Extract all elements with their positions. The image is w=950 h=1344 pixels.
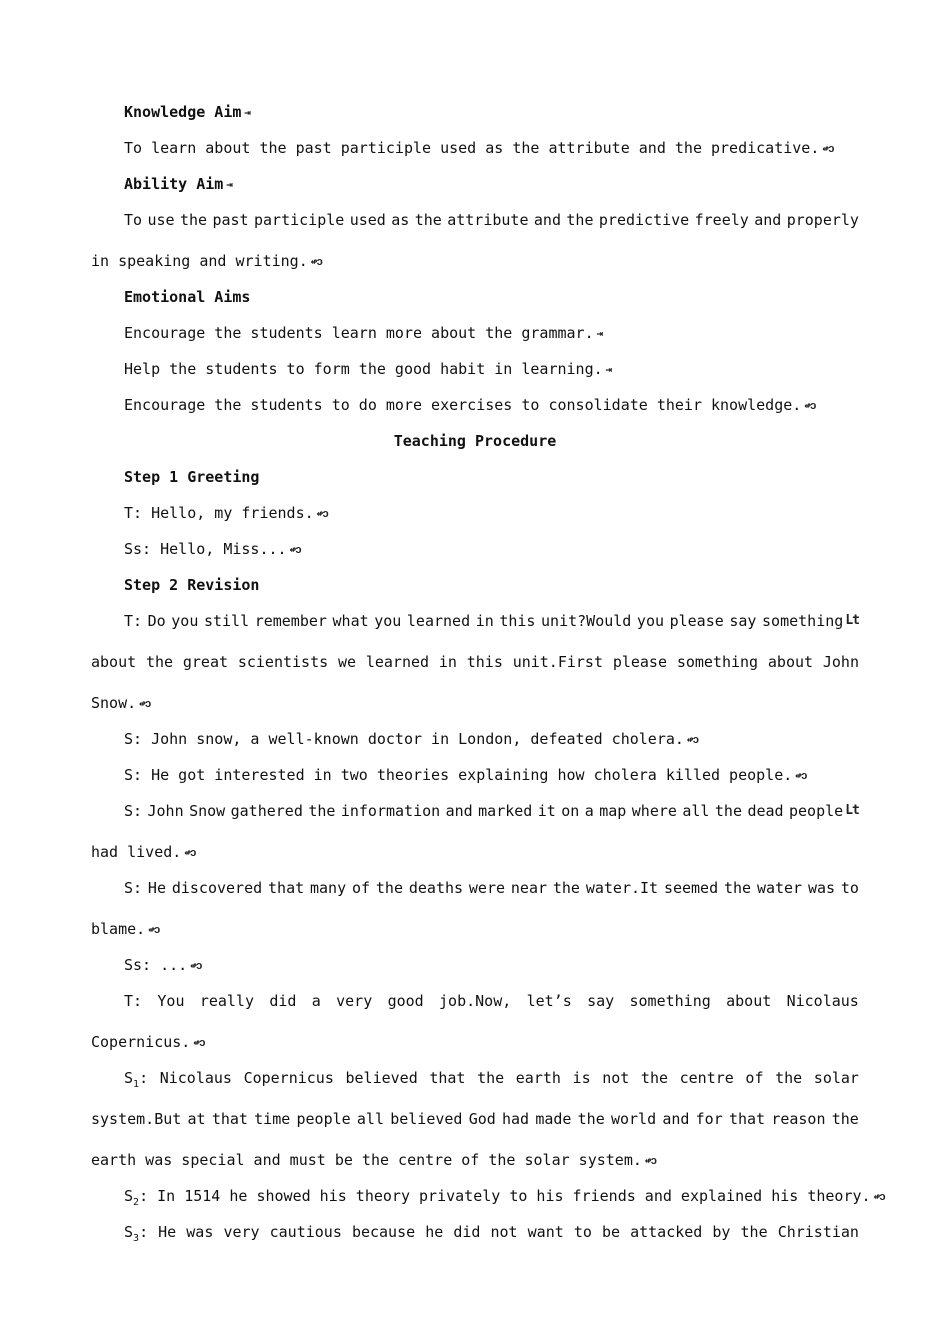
ability-aim-text-line2: in speaking and writing. ↫ↄ bbox=[91, 252, 322, 270]
paragraph-mark-icon: ⇥ bbox=[226, 177, 232, 191]
word: had bbox=[502, 1110, 530, 1128]
word: the bbox=[375, 879, 403, 897]
paragraph-mark-icon: ↫ↄ bbox=[148, 922, 160, 936]
word: participle bbox=[254, 211, 345, 229]
paragraph-mark-icon: ↫ↄ bbox=[190, 958, 202, 972]
word: earth bbox=[515, 1069, 561, 1087]
word: we bbox=[337, 653, 357, 671]
copernicus-s3-line1 bbox=[124, 1222, 859, 1249]
word: to bbox=[573, 1223, 592, 1241]
word: unit?Would bbox=[541, 612, 632, 630]
word: the bbox=[145, 653, 174, 671]
word: all bbox=[356, 1110, 384, 1128]
word: remember bbox=[254, 612, 327, 630]
word: past bbox=[212, 211, 249, 229]
word: discovered bbox=[171, 879, 263, 897]
word: in bbox=[438, 653, 457, 671]
word: S: bbox=[124, 879, 143, 897]
step1-students-line: Ss: Hello, Miss... ↫ↄ bbox=[124, 540, 301, 558]
word: learned bbox=[365, 653, 430, 671]
word: reason bbox=[771, 1110, 826, 1128]
word: time bbox=[254, 1110, 291, 1128]
word: that bbox=[211, 1110, 248, 1128]
word: because bbox=[351, 1223, 416, 1241]
word: John bbox=[147, 802, 184, 820]
word: a bbox=[311, 992, 321, 1010]
word: centre bbox=[679, 1069, 734, 1087]
word: the bbox=[640, 1069, 669, 1087]
word: the bbox=[775, 1069, 803, 1087]
word: marked bbox=[478, 802, 533, 820]
paragraph-mark-icon: ↫ↄ bbox=[873, 1189, 885, 1203]
word: were bbox=[468, 879, 506, 897]
word: water bbox=[756, 879, 803, 897]
step2-heading: Step 2 Revision bbox=[124, 576, 260, 594]
student-answer-1: S: John snow, a well-known doctor in London, defeated cholera. ↫ↄ bbox=[124, 730, 699, 748]
paragraph-mark-icon: ⇥ bbox=[244, 105, 251, 119]
word: of bbox=[745, 1069, 764, 1087]
word: was bbox=[186, 1223, 214, 1241]
word: believed bbox=[390, 1110, 463, 1128]
teacher-copernicus-line2: Copernicus. ↫ↄ bbox=[91, 1033, 205, 1051]
word: very bbox=[336, 992, 373, 1010]
word: about bbox=[726, 992, 772, 1010]
word: good bbox=[387, 992, 424, 1010]
paragraph-mark-icon: ↫ↄ bbox=[795, 768, 807, 782]
word: attacked bbox=[630, 1223, 703, 1241]
word: please bbox=[612, 653, 667, 671]
word: scientists bbox=[237, 653, 329, 671]
word: a bbox=[584, 802, 594, 820]
step1-teacher-line: T: Hello, my friends. ↫ↄ bbox=[124, 504, 328, 522]
word: did bbox=[269, 992, 297, 1010]
word: $S_3$: bbox=[124, 1223, 149, 1244]
revision-teacher-line3: Snow. ↫ↄ bbox=[91, 694, 151, 712]
student-answer-4-line2: blame. ↫ↄ bbox=[91, 920, 160, 938]
word: the bbox=[577, 1110, 605, 1128]
paragraph-mark-icon: ↫ↄ bbox=[184, 845, 196, 859]
word: S: bbox=[124, 802, 143, 820]
word: as bbox=[391, 211, 410, 229]
copernicus-s1-line2 bbox=[91, 1109, 859, 1129]
word: You bbox=[157, 992, 185, 1010]
word: to bbox=[840, 879, 859, 897]
student-answer-2: S: He got interested in two theories explaining how cholera killed people. ↫ↄ bbox=[124, 766, 807, 784]
revision-teacher-line1 bbox=[124, 611, 859, 631]
word: something bbox=[629, 992, 711, 1010]
word: please bbox=[669, 612, 724, 630]
word: the bbox=[414, 211, 442, 229]
word: use bbox=[147, 211, 175, 229]
emotional-aim-2: Help the students to form the good habit in learning. ⇥ bbox=[124, 360, 612, 378]
emotional-aims-heading: Emotional Aims bbox=[124, 288, 251, 306]
word: He bbox=[158, 1223, 177, 1241]
paragraph-mark-icon: ↫ↄ bbox=[193, 1035, 205, 1049]
word: something Lt bbox=[762, 612, 859, 630]
paragraph-mark-icon: ⇥ bbox=[596, 326, 603, 340]
word: He bbox=[147, 879, 166, 897]
word: attribute bbox=[447, 211, 529, 229]
word: predictive bbox=[598, 211, 690, 229]
ability-aim-heading: Ability Aim ⇥ bbox=[124, 175, 232, 193]
paragraph-mark-icon: ↫ↄ bbox=[686, 732, 699, 746]
knowledge-aim-text: To learn about the past participle used as the attribute and the predicative. ↫ↄ bbox=[124, 139, 834, 157]
word: he bbox=[425, 1223, 444, 1241]
word: John bbox=[822, 653, 859, 671]
line-break-mark-icon: Lt bbox=[845, 613, 859, 628]
emotional-aim-1: Encourage the students learn more about the grammar. ⇥ bbox=[124, 324, 603, 342]
word: map bbox=[599, 802, 627, 820]
paragraph-mark-icon: ↫ↄ bbox=[316, 506, 328, 520]
word: Christian bbox=[777, 1223, 859, 1241]
word: and bbox=[662, 1110, 690, 1128]
word: properly bbox=[786, 211, 859, 229]
word: $S_1$: bbox=[124, 1069, 149, 1090]
word: T: bbox=[124, 612, 143, 630]
word: that bbox=[728, 1110, 766, 1128]
word: and bbox=[754, 211, 782, 229]
word: the bbox=[714, 802, 742, 820]
word: be bbox=[601, 1223, 621, 1241]
word: did bbox=[453, 1223, 481, 1241]
word: not bbox=[602, 1069, 630, 1087]
word: what bbox=[332, 612, 369, 630]
word: really bbox=[199, 992, 254, 1010]
paragraph-mark-icon: ↫ↄ bbox=[644, 1153, 657, 1167]
word: believed bbox=[345, 1069, 418, 1087]
word: people Lt bbox=[789, 802, 859, 820]
word: the bbox=[308, 802, 336, 820]
copernicus-s1-line3: earth was special and must be the centre of the solar system. ↫ↄ bbox=[91, 1151, 657, 1169]
word: information bbox=[340, 802, 441, 820]
word: solar bbox=[813, 1069, 859, 1087]
step1-heading: Step 1 Greeting bbox=[124, 468, 260, 486]
word: water.It bbox=[585, 879, 659, 897]
word: by bbox=[712, 1223, 731, 1241]
word: Snow bbox=[189, 802, 226, 820]
paragraph-mark-icon: ↫ↄ bbox=[804, 398, 816, 412]
student-answer-3-line1 bbox=[124, 801, 859, 821]
paragraph-mark-icon: ↫ↄ bbox=[310, 254, 322, 268]
word: you bbox=[374, 612, 402, 630]
word: on bbox=[561, 802, 580, 820]
word: learned bbox=[406, 612, 471, 630]
word: want bbox=[527, 1223, 564, 1241]
word: T: bbox=[124, 992, 143, 1010]
word: something bbox=[676, 653, 759, 671]
word: you bbox=[171, 612, 199, 630]
word: where bbox=[631, 802, 677, 820]
word: gathered bbox=[230, 802, 303, 820]
word: cautious bbox=[269, 1223, 342, 1241]
word: not bbox=[490, 1223, 518, 1241]
word: let’s bbox=[526, 992, 572, 1010]
word: is bbox=[572, 1069, 591, 1087]
word: seemed bbox=[663, 879, 719, 897]
emotional-aim-3: Encourage the students to do more exercises to consolidate their knowledge. ↫ↄ bbox=[124, 396, 816, 414]
word: this bbox=[466, 653, 503, 671]
students-ellipsis-line: Ss: ... ↫ↄ bbox=[124, 956, 202, 974]
paragraph-mark-icon: ⇥ bbox=[605, 362, 612, 376]
word: job.Now, bbox=[439, 992, 512, 1010]
copernicus-s1-line1 bbox=[124, 1068, 859, 1095]
word: that bbox=[268, 879, 305, 897]
word: in bbox=[475, 612, 494, 630]
word: the bbox=[552, 879, 580, 897]
word: Nicolaus bbox=[159, 1069, 232, 1087]
word: world bbox=[610, 1110, 657, 1128]
word: this bbox=[499, 612, 536, 630]
student-answer-4-line1 bbox=[124, 878, 859, 898]
word: God bbox=[468, 1110, 496, 1128]
revision-teacher-line2 bbox=[91, 652, 859, 672]
procedure-title: Teaching Procedure bbox=[393, 432, 557, 450]
word: people bbox=[296, 1110, 351, 1128]
word: Copernicus bbox=[243, 1069, 334, 1087]
word: great bbox=[182, 653, 229, 671]
word: say bbox=[587, 992, 615, 1010]
word: To bbox=[124, 211, 143, 229]
copernicus-s2-line: $S_2$: In 1514 he showed his theory privately to his friends and explained his theory. ↫ↄ bbox=[124, 1187, 885, 1208]
line-break-mark-icon: Lt bbox=[845, 803, 859, 818]
word: about bbox=[767, 653, 814, 671]
word: made bbox=[535, 1110, 572, 1128]
word: near bbox=[510, 879, 548, 897]
word: the bbox=[566, 211, 594, 229]
word: the bbox=[477, 1069, 505, 1087]
word: used bbox=[349, 211, 386, 229]
word: about bbox=[91, 653, 137, 671]
ability-aim-text-line1 bbox=[124, 210, 859, 230]
word: deaths bbox=[408, 879, 464, 897]
word: very bbox=[223, 1223, 260, 1241]
word: many bbox=[310, 879, 347, 897]
word: at bbox=[187, 1110, 206, 1128]
word: Do bbox=[147, 612, 166, 630]
word: was bbox=[807, 879, 836, 897]
word: still bbox=[203, 612, 250, 630]
student-answer-3-line2: had lived. ↫ↄ bbox=[91, 843, 196, 861]
knowledge-aim-heading: Knowledge Aim ⇥ bbox=[124, 103, 251, 121]
teacher-copernicus-line1 bbox=[124, 991, 859, 1011]
word: and bbox=[445, 802, 473, 820]
word: all bbox=[682, 802, 710, 820]
word: it bbox=[537, 802, 556, 820]
word: that bbox=[429, 1069, 466, 1087]
word: the bbox=[740, 1223, 768, 1241]
word: dead bbox=[747, 802, 784, 820]
word: you bbox=[636, 612, 665, 630]
paragraph-mark-icon: ↫ↄ bbox=[289, 542, 301, 556]
word: the bbox=[831, 1110, 859, 1128]
word: of bbox=[351, 879, 371, 897]
word: system.But bbox=[91, 1110, 182, 1128]
word: the bbox=[723, 879, 752, 897]
word: the bbox=[179, 211, 208, 229]
word: unit.First bbox=[512, 653, 603, 671]
word: freely bbox=[694, 211, 749, 229]
word: say bbox=[729, 612, 757, 630]
word: for bbox=[695, 1110, 723, 1128]
word: and bbox=[533, 211, 561, 229]
paragraph-mark-icon: ↫ↄ bbox=[822, 141, 834, 155]
paragraph-mark-icon: ↫ↄ bbox=[139, 696, 151, 710]
word: Nicolaus bbox=[786, 992, 859, 1010]
